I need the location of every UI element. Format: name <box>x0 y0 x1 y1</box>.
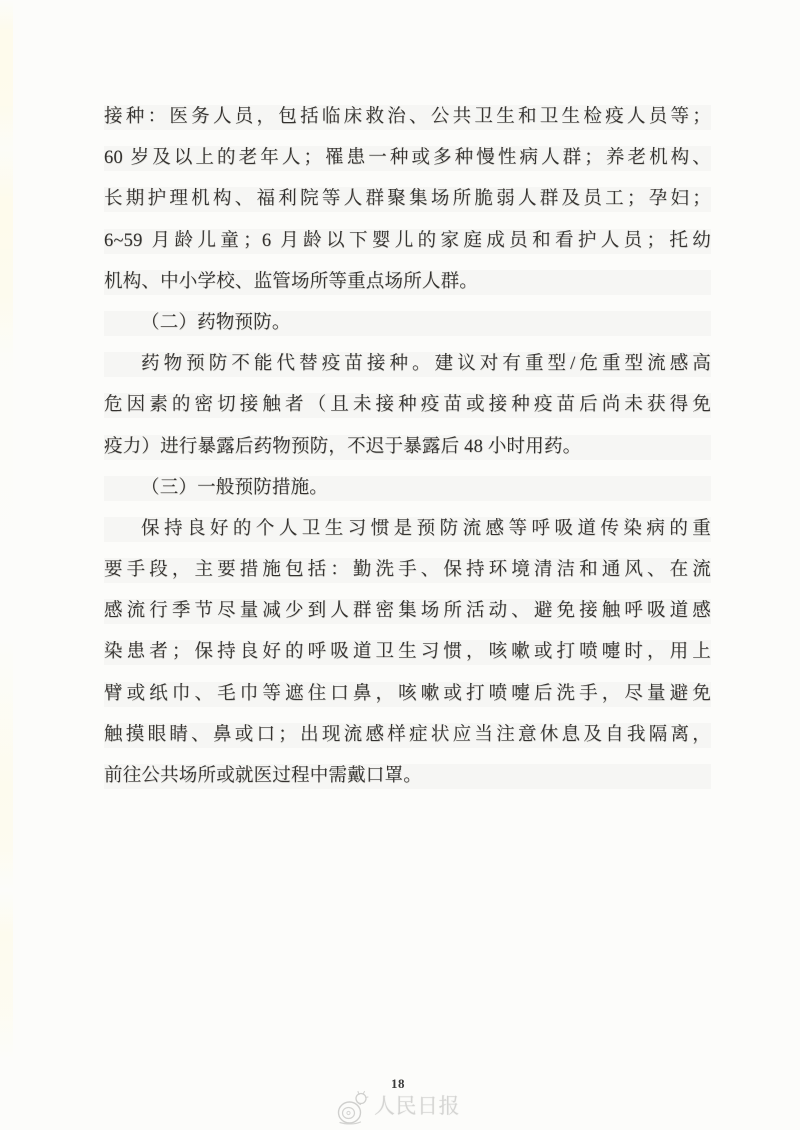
text-line: 药物预防不能代替疫苗接种。建议对有重型/危重型流感高 <box>104 344 711 385</box>
text-line: （二）药物预防。 <box>104 303 711 344</box>
text-line: 前往公共场所或就医过程中需戴口罩。 <box>104 756 711 797</box>
watermark <box>336 1086 460 1130</box>
page-number: 18 <box>391 1076 405 1091</box>
text-line: 危因素的密切接触者（且未接种疫苗或接种疫苗后尚未获得免 <box>104 385 711 426</box>
scan-edge-tint <box>0 0 13 1060</box>
watermark-text: 人民日报 <box>374 1094 460 1118</box>
text-line: 长期护理机构、福利院等人群聚集场所脆弱人群及员工；孕妇； <box>104 179 711 220</box>
text-line: （三）一般预防措施。 <box>104 468 711 509</box>
text-line: 感流行季节尽量减少到人群密集场所活动、避免接触呼吸道感 <box>104 591 711 632</box>
text-line: 保持良好的个人卫生习惯是预防流感等呼吸道传染病的重 <box>104 509 711 550</box>
people-daily-mascot-icon <box>336 1090 369 1130</box>
text-line: 机构、中小学校、监管场所等重点场所人群。 <box>104 262 711 303</box>
text-line: 要手段，主要措施包括：勤洗手、保持环境清洁和通风、在流 <box>104 550 711 591</box>
text-line: 接种：医务人员，包括临床救治、公共卫生和卫生检疫人员等； <box>104 97 711 138</box>
text-line: 60 岁及以上的老年人；罹患一种或多种慢性病人群；养老机构、 <box>104 138 711 179</box>
text-line: 6~59 月龄儿童；6 月龄以下婴儿的家庭成员和看护人员；托幼 <box>104 221 711 262</box>
text-line: 臂或纸巾、毛巾等遮住口鼻，咳嗽或打喷嚏后洗手，尽量避免 <box>104 674 711 715</box>
text-line: 疫力）进行暴露后药物预防，不迟于暴露后 48 小时用药。 <box>104 427 711 468</box>
text-line: 触摸眼睛、鼻或口；出现流感样症状应当注意休息及自我隔离， <box>104 715 711 756</box>
text-line: 染患者；保持良好的呼吸道卫生习惯，咳嗽或打喷嚏时，用上 <box>104 632 711 673</box>
document-body <box>104 97 711 797</box>
